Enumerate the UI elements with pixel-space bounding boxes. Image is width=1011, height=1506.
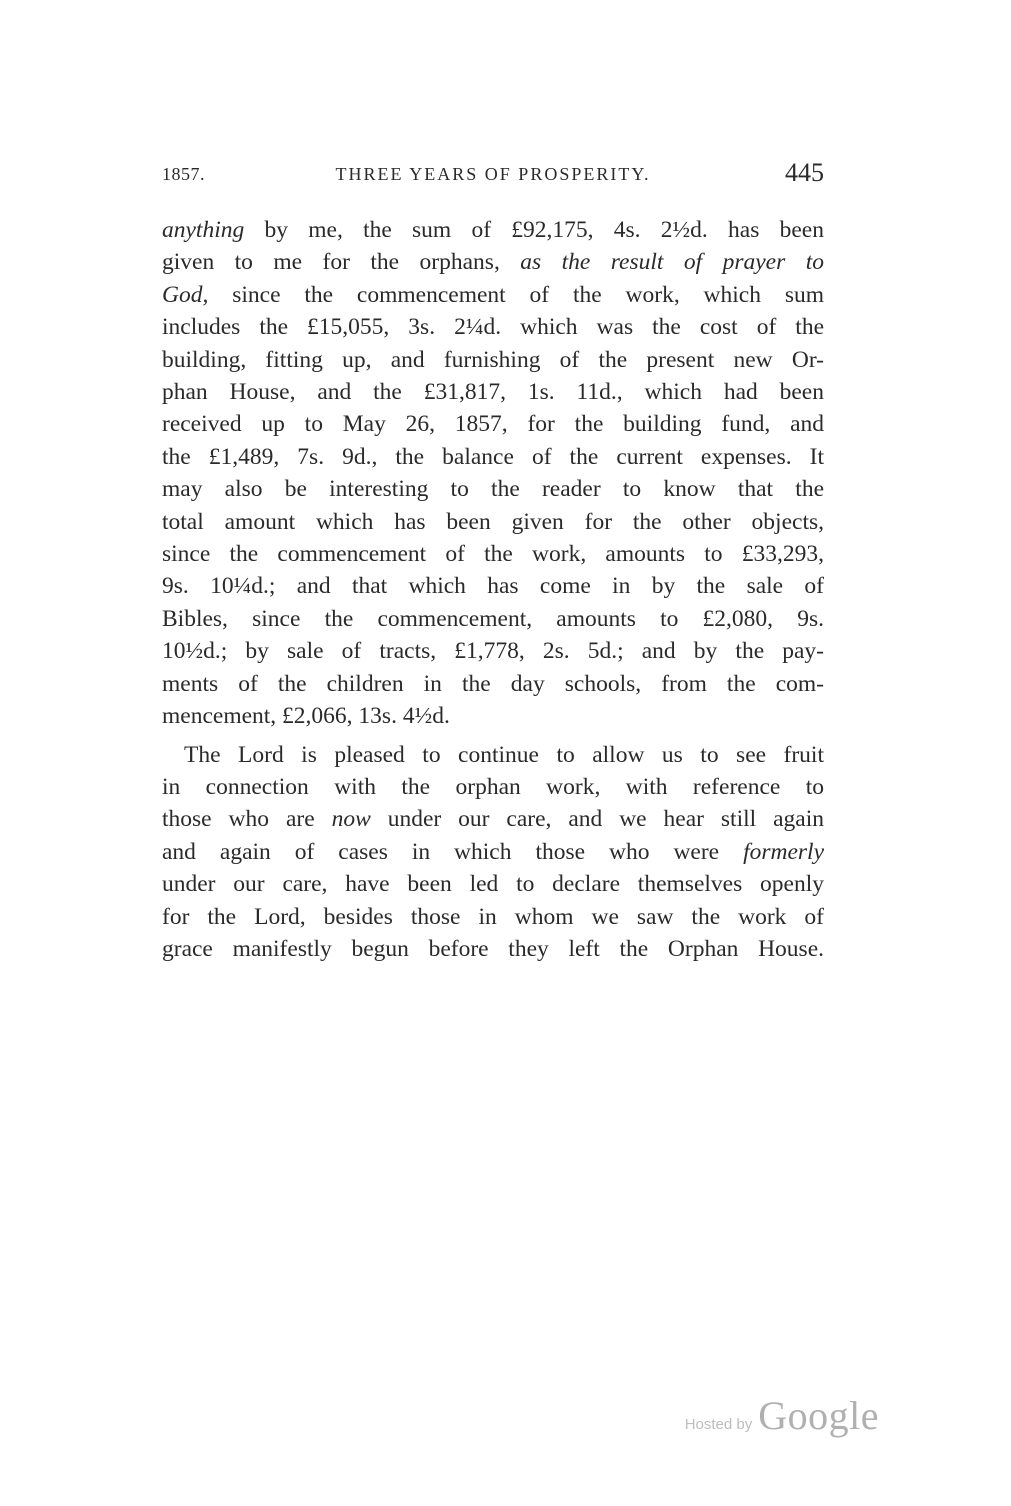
italic-text: anything bbox=[162, 217, 245, 243]
text-line bbox=[162, 803, 824, 835]
text-span: under our care, and we hear still again bbox=[370, 806, 824, 833]
text-line: The Lord is pleased to continue to allow us to see fruit bbox=[184, 741, 824, 768]
text-span: given to me for the orphans, bbox=[162, 249, 521, 276]
text-line: total amount which has been given for the other objects, bbox=[162, 508, 824, 535]
italic-text: now bbox=[331, 806, 371, 833]
italic-text: formerly bbox=[743, 838, 824, 865]
text-line bbox=[162, 836, 824, 868]
italic-text: God, bbox=[162, 281, 209, 308]
text-line: received up to May 26, 1857, for the building fund, and bbox=[162, 411, 824, 438]
running-head bbox=[162, 158, 824, 190]
text-line bbox=[162, 279, 824, 311]
hosted-by-watermark bbox=[685, 1392, 879, 1439]
text-line: for the Lord, besides those in whom we saw the work of bbox=[162, 903, 824, 930]
running-head-year: 1857. bbox=[162, 164, 205, 184]
text-line: ments of the children in the day schools, from the com- bbox=[162, 670, 824, 697]
text-line: in connection with the orphan work, with reference to bbox=[162, 773, 824, 800]
text-span: by me, the sum of £92,175, 4s. 2½d. has been bbox=[244, 217, 824, 243]
text-line: phan House, and the £31,817, 1s. 11d., which had been bbox=[162, 379, 824, 406]
text-line: 10½d.; by sale of tracts, £1,778, 2s. 5d.; and by the pay- bbox=[162, 638, 824, 665]
paragraph-2 bbox=[162, 739, 824, 966]
text-line: building, fitting up, and furnishing of the present new Or- bbox=[162, 346, 824, 373]
text-line: Bibles, since the commencement, amounts to £2,080, 9s. bbox=[162, 605, 824, 632]
text-span: since the commencement of the work, which sum bbox=[208, 281, 824, 308]
text-line bbox=[162, 214, 824, 246]
paragraph-1 bbox=[162, 214, 824, 733]
page-number: 445 bbox=[785, 158, 824, 187]
text-line: may also be interesting to the reader to know that the bbox=[162, 476, 824, 503]
running-head-title: THREE YEARS OF PROSPERITY. bbox=[335, 164, 651, 184]
text-line: includes the £15,055, 3s. 2¼d. which was the cost of the bbox=[162, 314, 824, 341]
text-line: mencement, £2,066, 13s. 4½d. bbox=[162, 703, 450, 730]
text-line bbox=[162, 246, 824, 278]
text-line: the £1,489, 7s. 9d., the balance of the current expenses. It bbox=[162, 443, 824, 470]
text-line: since the commencement of the work, amounts to £33,293, bbox=[162, 541, 824, 568]
google-logo: Google bbox=[758, 1393, 879, 1438]
italic-text: as the result of prayer to bbox=[520, 249, 824, 276]
text-line: 9s. 10¼d.; and that which has come in by the sale of bbox=[162, 573, 824, 600]
text-line: grace manifestly begun before they left the Orphan House. bbox=[162, 935, 824, 962]
hosted-by-label: Hosted by bbox=[684, 1416, 753, 1433]
body-text bbox=[162, 214, 824, 965]
text-span: and again of cases in which those who were bbox=[162, 838, 744, 865]
text-line: under our care, have been led to declare themselves openly bbox=[162, 871, 824, 898]
text-span: those who are bbox=[162, 806, 332, 833]
